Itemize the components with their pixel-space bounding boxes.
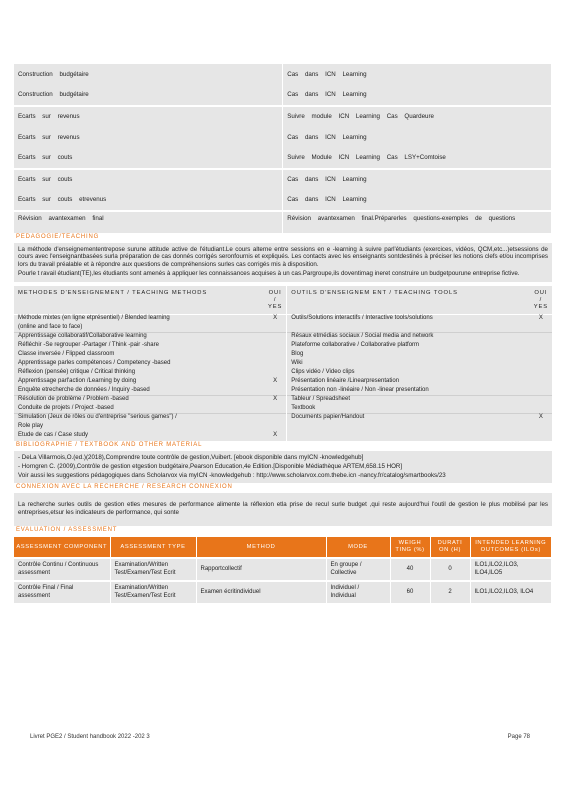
bibliography-item: - Horngren C. (2009),Contrôle de gestion etgestion budgétaire,Pearson Education,4e Edition.[Disponible Médiathèque ARTEM,658.15 HOR] [18, 462, 403, 470]
method-label: (online and face to face) [18, 323, 83, 330]
tool-check [530, 396, 552, 405]
schedule-text: Cas dans ICN Learning [287, 196, 367, 204]
schedule-cell [283, 211, 552, 233]
pedagogy-block [14, 243, 552, 282]
methods-row [14, 387, 552, 396]
schedule-cell [14, 127, 283, 148]
tool-check [530, 333, 552, 342]
schedule-text: Suivre Module ICN Learning Cas LSY+Comtoise [287, 154, 446, 162]
tool-label: Wiki [291, 359, 303, 366]
schedule-row [14, 64, 552, 85]
page-footer [30, 734, 530, 742]
method-label: Apprentissage parl'action /Learning by doing [18, 377, 137, 384]
methods-row [14, 414, 552, 423]
schedule-row [14, 106, 552, 127]
method-label: Classe inversée / Flipped classroom [18, 350, 115, 357]
method-label: Réfléchir -Se regrouper -Partager / Think -pair -share [18, 341, 159, 348]
schedule-cell [14, 64, 283, 85]
assessment-component: Contrôle Final / Final assessment [14, 581, 110, 603]
schedule-cell [283, 169, 552, 190]
method-label: Conduite de projets / Project -based [18, 404, 114, 411]
schedule-text: Ecarts sur revenus [18, 113, 80, 121]
schedule-cell [283, 106, 552, 127]
schedule-cell [283, 64, 552, 85]
tool-label: Clips vidéo / Video clips [291, 368, 355, 375]
assessment-row [14, 558, 552, 581]
method-check: X [264, 432, 287, 441]
tool-label: Textbook [291, 404, 316, 411]
schedule-cell [14, 169, 283, 190]
method-check [264, 387, 287, 396]
tool-label: Résaux etmédias sociaux / Social media and network [287, 333, 530, 342]
method-label: Enquête etrecherche de données / Inquiry -based [18, 386, 150, 393]
tool-label [287, 432, 530, 441]
pedagogy-title: PEDAGOGIE/TEACHING [14, 233, 552, 243]
assessment-component: Contrôle Continu / Continuous assessment [14, 558, 110, 581]
tool-label: Documents papier/Handout [287, 414, 530, 423]
methods-row [14, 396, 552, 405]
bibliography-title: BIBLIOGRAPHIE / TEXTBOOK AND OTHER MATERIAL [14, 441, 552, 451]
schedule-text: Ecarts sur couts [18, 154, 73, 162]
assessment-header: ASSESSMENT TYPE [110, 537, 196, 558]
schedule-cell [283, 127, 552, 148]
schedule-text: Révision avantexamen final [18, 215, 104, 222]
tool-label: Blog [291, 350, 304, 357]
tool-check [530, 405, 552, 414]
research-text: La recherche surles outils de gestion etles mesures de performance alimente la réflexion etla prise de recul surle budget ,qui reste aujourd'hui l'outil de gestion le plus mobilisé par les entreprises,etsur les indicateurs de performance, qui sonte [18, 500, 548, 516]
document-page [14, 64, 552, 603]
assessment-mode: En groupe / Collective [326, 558, 390, 581]
tool-label [287, 324, 530, 333]
methods-row [14, 405, 552, 414]
method-check [264, 369, 287, 378]
method-label: Apprentissage parles compétences / Competency -based [18, 359, 171, 366]
tool-check: X [538, 315, 543, 322]
bibliography-item: - DeLa Villarmois,O.(ed.)(2018),Comprendre toute contrôle de gestion,Vuibert. [ebook disponible dans myICN -knowledgehub] [18, 454, 364, 462]
tool-check [530, 342, 552, 351]
assessment-header: ASSESSMENT COMPONENT [14, 537, 110, 558]
methods-yes-header: OUI / YES [264, 286, 287, 315]
schedule-cell [14, 190, 283, 211]
pedagogy-paragraph: Pourle t ravail étudiant(TE),les étudiants sont amenés à appliquer les connaissances acquises à un cas.Pargroupe,ils doventimag ineret construire un budgetpourune entreprise fictive. [18, 269, 520, 277]
tool-label: Présentation linéaire /Linearpresentation [291, 377, 400, 384]
assessment-mode: Individuel / Individual [326, 581, 390, 603]
schedule-cell [283, 85, 552, 106]
methods-row [14, 315, 552, 324]
tool-check [530, 360, 552, 369]
methods-row [14, 423, 552, 432]
assessment-weight: 40 [390, 558, 430, 581]
schedule-cell [283, 190, 552, 211]
schedule-row [14, 85, 552, 106]
research-title: CONNEXION AVEC LA RECHERCHE / RESEARCH CONNEXION [14, 483, 552, 493]
schedule-row [14, 190, 552, 211]
tool-check [530, 324, 552, 333]
method-label: Réflexion (pensée) critique / Critical thinking [18, 368, 136, 375]
methods-header: METHODES D'ENSEIGNEMENT / TEACHING METHODS [14, 286, 264, 315]
assessment-header: DURATI ON (H) [430, 537, 470, 558]
method-label: Méthode mixtes (en ligne etprésentiel) / Blended learning [18, 315, 170, 322]
tool-check [530, 423, 552, 432]
method-check [264, 423, 287, 432]
tool-check [530, 378, 552, 387]
schedule-cell [14, 148, 283, 169]
tool-label: Outils/Solutions interactifs / Interactive tools/solutions [291, 315, 433, 322]
methods-table [14, 286, 552, 441]
tool-label: Tableur / Spreadsheet [287, 396, 530, 405]
method-check [264, 342, 287, 351]
schedule-table [14, 64, 552, 233]
methods-row [14, 324, 552, 333]
tools-header: OUTILS D'ENSEIGNEM ENT / TEACHING TOOLS [287, 286, 530, 315]
method-check [264, 351, 287, 360]
tool-check [530, 432, 552, 441]
assessment-header: METHOD [196, 537, 326, 558]
method-label: Etude de cas / Case study [18, 431, 89, 438]
method-label: Apprentissage collaboratif/Collaborative learning [14, 333, 264, 342]
schedule-cell [283, 148, 552, 169]
schedule-row [14, 169, 552, 190]
schedule-row [14, 127, 552, 148]
assessment-header: MODE [326, 537, 390, 558]
schedule-text: Suivre module ICN Learning Cas Quardeure [287, 113, 434, 121]
assessment-header: WEIGH TING (%) [390, 537, 430, 558]
assessment-ilo: ILO1,ILO2,ILO3, ILO4,ILO5 [470, 558, 552, 581]
schedule-cell [14, 211, 283, 233]
assessment-weight: 60 [390, 581, 430, 603]
evaluation-title: EVALUATION / ASSESSMENT [14, 526, 552, 536]
assessment-type: Examination/Written Test/Examen/Test Ecrit [110, 581, 196, 603]
assessment-type: Examination/Written Test/Examen/Test Ecrit [110, 558, 196, 581]
tool-check [530, 387, 552, 396]
assessment-method: Examen écritindividuel [196, 581, 326, 603]
methods-row [14, 351, 552, 360]
assessment-table [14, 537, 552, 603]
assessment-method: Rapportcollectif [196, 558, 326, 581]
tools-yes-header: OUI / YES [530, 286, 552, 315]
pedagogy-paragraph: La méthode d'enseignemententrepose surune attitude active de l'étudiant.Le cours alterne entre sessions en e -learning à suivre parl'étudiants (exercices, vidéos, QCM,etc...)etsessions de cours avec l'enseignantbasées surla préparation de cas donnés corrigés seronfournis et expliqués. Les contacts avec les enseignants sontdestinés à préciser les notions clefs et/ou incomprises lors du travail préalable et à répondre aux questions de compréhensions surles cas corrigés mis à disposition. [18, 245, 548, 268]
schedule-text: Ecarts sur revenus [18, 133, 80, 141]
methods-row [14, 333, 552, 342]
method-check: X [264, 378, 287, 387]
method-check [264, 405, 287, 414]
method-label: Résolution de problème / Problem -based [14, 396, 264, 405]
method-check [264, 333, 287, 342]
method-check [264, 414, 287, 423]
assessment-duration: 0 [430, 558, 470, 581]
tool-label: Plateforme collaborative / Collaborative platform [291, 341, 420, 348]
tool-label: Présentation non -linéaire / Non -linear presentation [291, 386, 429, 393]
schedule-text: Cas dans ICN Learning [287, 176, 367, 184]
schedule-text: Ecarts sur couts [18, 176, 73, 184]
method-check: X [264, 315, 287, 324]
bibliography-item: Voir aussi les suggestions pédagogiques dans Scholarvox via myICN -knowledgehub : http://www.scholarvox.com.thebe.icn -nancy.fr/catalog/smartbooks/23 [18, 471, 446, 479]
method-label: Role play [18, 422, 44, 429]
schedule-cell [14, 106, 283, 127]
research-block [14, 493, 552, 527]
method-check [264, 324, 287, 333]
schedule-text: Révision avantexamen final.Préparerles questions-exemples de questions [287, 215, 516, 222]
schedule-text: Cas dans ICN Learning [287, 70, 367, 78]
footer-page-number: Page 78 [507, 734, 530, 740]
methods-row [14, 432, 552, 441]
bibliography-block [14, 451, 552, 483]
schedule-row [14, 211, 552, 233]
method-label: Simulation (Jeux de rôles ou d'entreprise "serious games") / [14, 414, 264, 423]
assessment-duration: 2 [430, 581, 470, 603]
methods-row [14, 378, 552, 387]
tool-check [530, 369, 552, 378]
tool-label [287, 423, 530, 432]
methods-row [14, 369, 552, 378]
assessment-ilo: ILO1,ILO2,ILO3, ILO4 [470, 581, 552, 603]
methods-row [14, 360, 552, 369]
assessment-row [14, 581, 552, 603]
schedule-text: Cas dans ICN Learning [287, 91, 367, 99]
tool-check: X [530, 414, 552, 423]
schedule-row [14, 148, 552, 169]
assessment-header: INTENDED LEARNING OUTCOMES (ILOs) [470, 537, 552, 558]
schedule-text: Cas dans ICN Learning [287, 133, 367, 141]
schedule-text: Ecarts sur couts etrevenus [18, 196, 107, 204]
tool-check [530, 351, 552, 360]
methods-row [14, 342, 552, 351]
method-check [264, 360, 287, 369]
schedule-cell [14, 85, 283, 106]
schedule-text: Construction budgétaire [18, 91, 89, 99]
method-check: X [264, 396, 287, 405]
schedule-text: Construction budgétaire [18, 70, 89, 78]
footer-handbook: Livret PGE2 / Student handbook 2022 -202 3 [30, 734, 150, 740]
